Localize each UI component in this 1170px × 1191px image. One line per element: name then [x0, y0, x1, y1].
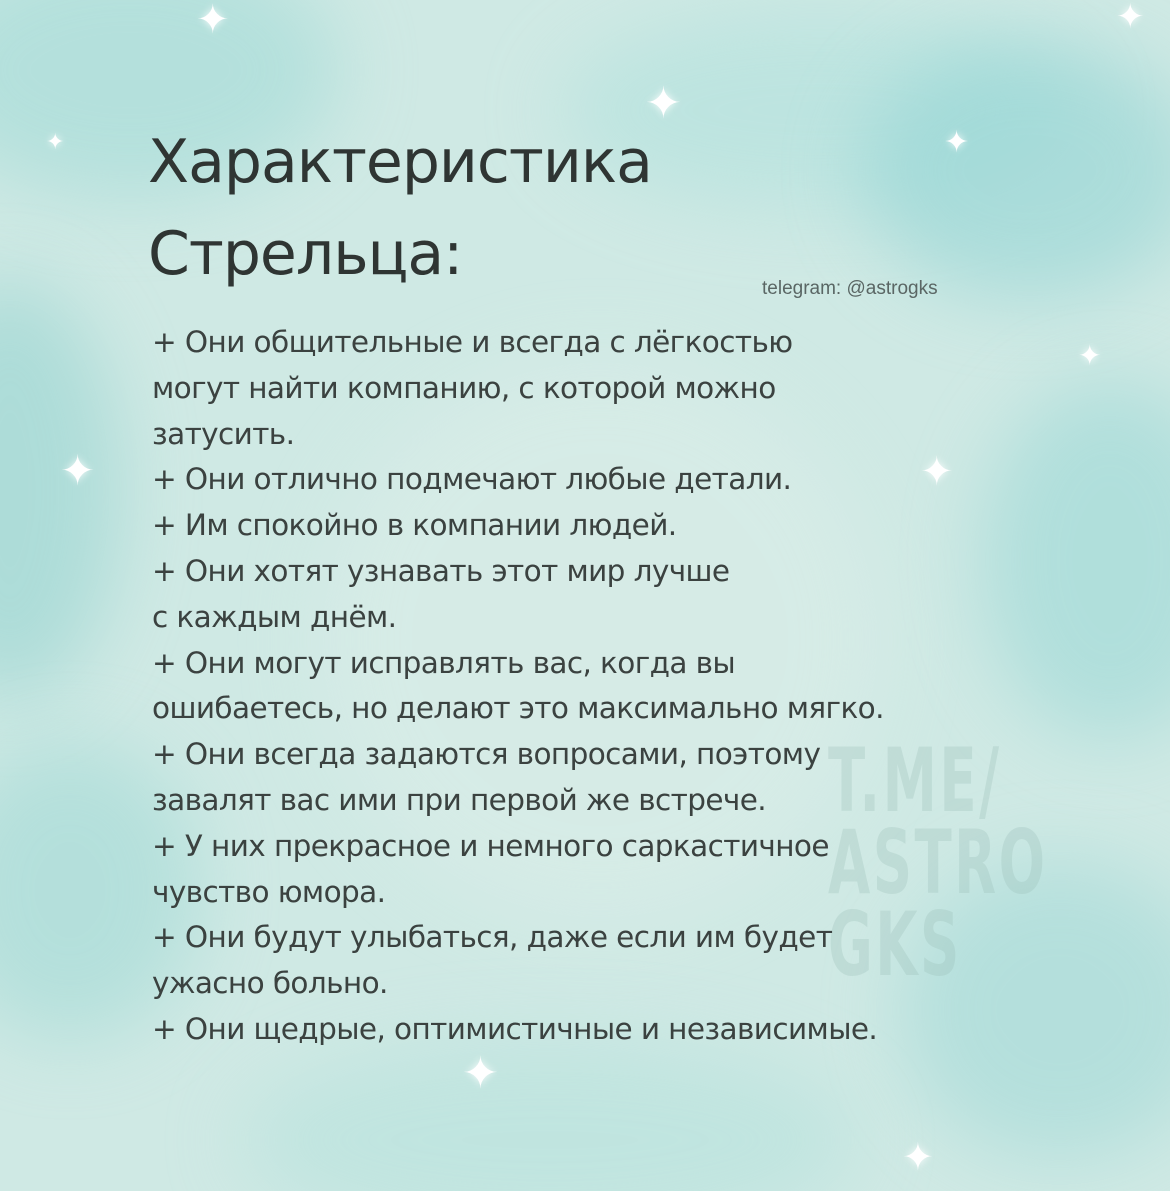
title-line: Стрельца:	[148, 219, 463, 289]
watermark-line: T.ME/	[828, 729, 1002, 832]
trait-line: + Они всегда задаются вопросами, поэтому	[152, 737, 821, 772]
watercolor-blob	[860, 40, 1170, 300]
trait-line: + Им спокойно в компании людей.	[152, 508, 677, 543]
trait-list	[152, 320, 1052, 1053]
trait-line: завалят вас ими при первой же встрече.	[152, 782, 767, 817]
sparkle-icon: ✦	[1078, 339, 1102, 372]
sparkle-icon: ✦	[920, 449, 954, 495]
sparkle-icon: ✦	[462, 1048, 499, 1099]
page-title	[148, 116, 652, 300]
trait-line: чувство юмора.	[152, 874, 386, 909]
sparkle-icon: ✦	[46, 130, 65, 155]
watercolor-blob	[240, 1040, 860, 1191]
sparkle-icon: ✦	[60, 446, 96, 495]
trait-line: могут найти компанию, с которой можно	[152, 370, 776, 405]
telegram-credit: telegram: @astrogks	[762, 278, 938, 299]
watermark-line: ASTRO	[828, 811, 1048, 914]
trait-line: + Они могут исправлять вас, когда вы	[152, 645, 736, 680]
trait-line: + Они щедрые, оптимистичные и независимые.	[152, 1011, 878, 1046]
watermark-line: GKS	[828, 893, 962, 996]
trait-line: ужасно больно.	[152, 966, 388, 1001]
trait-line: + Они общительные и всегда с лёгкостью	[152, 325, 793, 359]
trait-line: + Они отлично подмечают любые детали.	[152, 462, 792, 497]
sparkle-icon: ✦	[645, 78, 682, 129]
trait-line: с каждым днём.	[152, 599, 397, 634]
trait-line: ошибаетесь, но делают это максимально мягко.	[152, 691, 884, 726]
trait-line: + Они хотят узнавать этот мир лучше	[152, 553, 730, 588]
sparkle-icon: ✦	[1116, 0, 1145, 37]
title-line: Характеристика	[148, 127, 652, 197]
trait-line: + У них прекрасное и немного саркастичное	[152, 828, 829, 863]
sparkle-icon: ✦	[902, 1135, 934, 1179]
trait-line: + Они будут улыбаться, даже если им будет	[152, 920, 833, 955]
sparkle-icon: ✦	[944, 125, 970, 160]
sparkle-icon: ✦	[196, 0, 230, 43]
trait-line: затусить.	[152, 416, 295, 451]
